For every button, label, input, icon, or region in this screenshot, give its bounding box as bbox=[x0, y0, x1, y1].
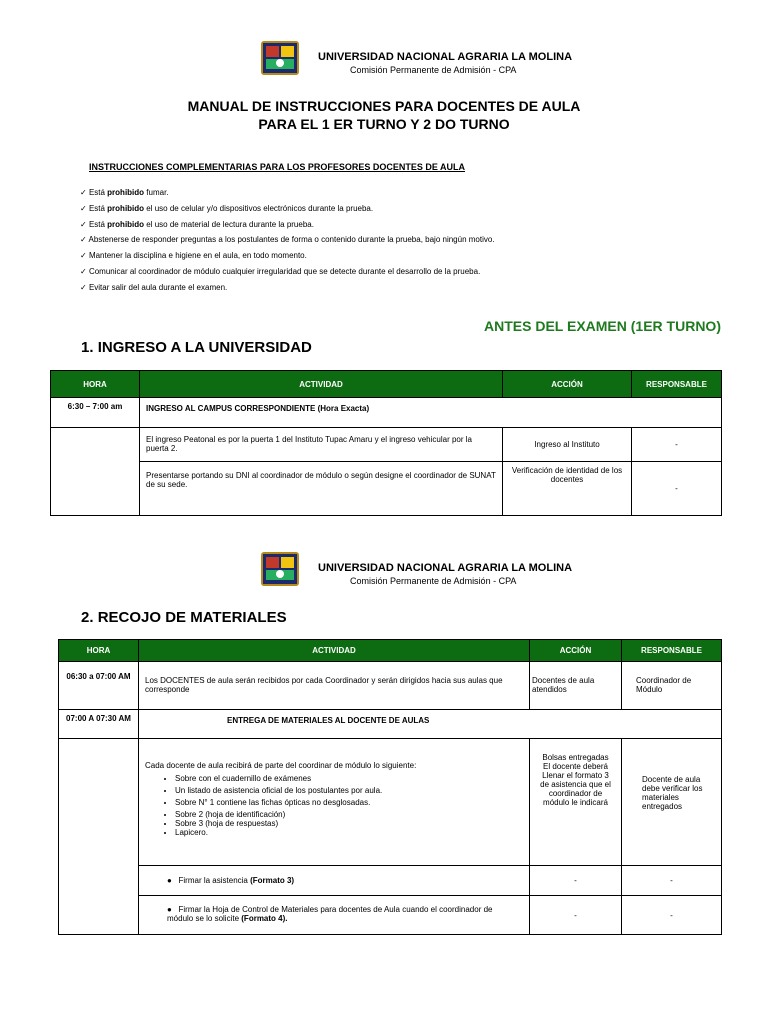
instructions-heading: INSTRUCCIONES COMPLEMENTARIAS PARA LOS PROFESORES DOCENTES DE AULA bbox=[89, 162, 466, 172]
table-row bbox=[59, 866, 722, 896]
university-logo bbox=[261, 552, 299, 586]
action-cell: Verificación de identidad de los docentes bbox=[503, 462, 632, 516]
section2-title: 2. RECOJO DE MATERIALES bbox=[81, 609, 287, 626]
rule-item: ✓ Está prohibido el uso de material de lectura durante la prueba. bbox=[80, 220, 314, 229]
rule-item: ✓ Abstenerse de responder preguntas a los postulantes de forma o contenido durante la prueba, bajo ningún motivo. bbox=[80, 235, 495, 244]
rule-item: ✓ Comunicar al coordinador de módulo cualquier irregularidad que se detecte durante el desarrollo de la prueba. bbox=[80, 267, 481, 276]
check-icon: ✓ bbox=[80, 188, 87, 197]
rule-item: ✓ Evitar salir del aula durante el examen. bbox=[80, 283, 228, 292]
col-header-responsable: RESPONSABLE bbox=[622, 640, 722, 662]
section1-table bbox=[50, 370, 722, 516]
activity-cell: ● Firmar la Hoja de Control de Materiales para docentes de Aula cuando el coordinador de módulo se lo solicite (Formato 4). bbox=[139, 896, 530, 935]
section2-table bbox=[58, 639, 722, 935]
action-cell: - bbox=[530, 896, 622, 935]
col-header-actividad: ACTIVIDAD bbox=[140, 371, 503, 398]
col-header-actividad: ACTIVIDAD bbox=[139, 640, 530, 662]
responsible-cell: - bbox=[622, 866, 722, 896]
check-icon: ✓ bbox=[80, 283, 87, 292]
list-item: • Sobre con el cuadernillo de exámenes bbox=[175, 774, 523, 783]
table-row bbox=[51, 398, 722, 428]
bullet-icon: ● bbox=[167, 876, 172, 885]
activity-title-cell: INGRESO AL CAMPUS CORRESPONDIENTE (Hora Exacta) bbox=[140, 398, 722, 428]
activity-cell: Los DOCENTES de aula serán recibidos por cada Coordinador y serán dirigidos hacia sus aulas que corresponde bbox=[139, 662, 530, 710]
university-name: UNIVERSIDAD NACIONAL AGRARIA LA MOLINA bbox=[318, 562, 573, 574]
time-cell: 07:00 A 07:30 AM bbox=[59, 710, 139, 739]
rule-item: ✓ Mantener la disciplina e higiene en el aula, en todo momento. bbox=[80, 251, 307, 260]
document-title-line1: MANUAL DE INSTRUCCIONES PARA DOCENTES DE AULA bbox=[187, 98, 581, 114]
university-name: UNIVERSIDAD NACIONAL AGRARIA LA MOLINA bbox=[318, 51, 573, 63]
activity-cell: Presentarse portando su DNI al coordinador de módulo o según designe el coordinador de SUNAT de su sede. bbox=[140, 462, 503, 516]
action-cell: Ingreso al Instituto bbox=[503, 428, 632, 462]
materials-intro: Cada docente de aula recibirá de parte del coordinar de módulo lo siguiente: bbox=[145, 761, 417, 770]
time-cell: 6:30 – 7:00 am bbox=[51, 398, 140, 428]
col-header-accion: ACCIÓN bbox=[530, 640, 622, 662]
list-item: • Sobre 3 (hoja de respuestas) bbox=[175, 819, 523, 828]
col-header-hora: HORA bbox=[51, 371, 140, 398]
check-icon: ✓ bbox=[80, 220, 87, 229]
commission-name: Comisión Permanente de Admisión - CPA bbox=[350, 576, 517, 586]
responsible-cell: - bbox=[632, 428, 722, 462]
table-row bbox=[51, 462, 722, 516]
responsible-cell: - bbox=[622, 896, 722, 935]
check-icon: ✓ bbox=[80, 204, 87, 213]
list-item: • Sobre 2 (hoja de identificación) bbox=[175, 810, 523, 819]
activity-cell: El ingreso Peatonal es por la puerta 1 del Instituto Tupac Amaru y el ingreso vehicular por la puerta 2. bbox=[140, 428, 503, 462]
rule-item: ✓ Está prohibido fumar. bbox=[80, 188, 169, 197]
check-icon: ✓ bbox=[80, 267, 87, 276]
check-icon: ✓ bbox=[80, 235, 87, 244]
section1-title: 1. INGRESO A LA UNIVERSIDAD bbox=[81, 339, 312, 356]
table-row bbox=[59, 896, 722, 935]
list-item: • Lapicero. bbox=[175, 828, 523, 837]
table-row bbox=[59, 739, 722, 866]
responsible-cell: - bbox=[632, 462, 722, 516]
university-logo bbox=[261, 41, 299, 75]
activity-title-cell: ENTREGA DE MATERIALES AL DOCENTE DE AULAS bbox=[139, 710, 722, 739]
before-exam-heading: ANTES DEL EXAMEN (1ER TURNO) bbox=[484, 318, 721, 334]
action-cell: - bbox=[530, 866, 622, 896]
table-row bbox=[59, 710, 722, 739]
responsible-cell: Coordinador de Módulo bbox=[622, 662, 722, 710]
list-item: • Sobre N° 1 contiene las fichas ópticas no desglosadas. bbox=[175, 798, 523, 807]
materials-list bbox=[145, 774, 523, 837]
empty-cell bbox=[51, 428, 140, 516]
table-row bbox=[51, 428, 722, 462]
col-header-hora: HORA bbox=[59, 640, 139, 662]
table-row bbox=[59, 662, 722, 710]
commission-name: Comisión Permanente de Admisión - CPA bbox=[350, 65, 517, 75]
rule-item: ✓ Está prohibido el uso de celular y/o dispositivos electrónicos durante la prueba. bbox=[80, 204, 374, 213]
action-cell: Docentes de aula atendidos bbox=[530, 662, 622, 710]
check-icon: ✓ bbox=[80, 251, 87, 260]
list-item: • Un listado de asistencia oficial de los postulantes por aula. bbox=[175, 786, 523, 795]
col-header-responsable: RESPONSABLE bbox=[632, 371, 722, 398]
action-cell: Bolsas entregadas El docente deberá Llenar el formato 3 de asistencia que el coordinador de módulo le indicará bbox=[530, 739, 622, 866]
time-cell: 06:30 a 07:00 AM bbox=[59, 662, 139, 710]
responsible-cell: Docente de aula debe verificar los materiales entregados bbox=[622, 739, 722, 866]
activity-cell bbox=[139, 739, 530, 866]
document-title-line2: PARA EL 1 ER TURNO Y 2 DO TURNO bbox=[258, 116, 510, 132]
activity-cell: ● Firmar la asistencia (Formato 3) bbox=[139, 866, 530, 896]
col-header-accion: ACCIÓN bbox=[503, 371, 632, 398]
empty-cell bbox=[59, 739, 139, 935]
bullet-icon: ● bbox=[167, 905, 172, 914]
